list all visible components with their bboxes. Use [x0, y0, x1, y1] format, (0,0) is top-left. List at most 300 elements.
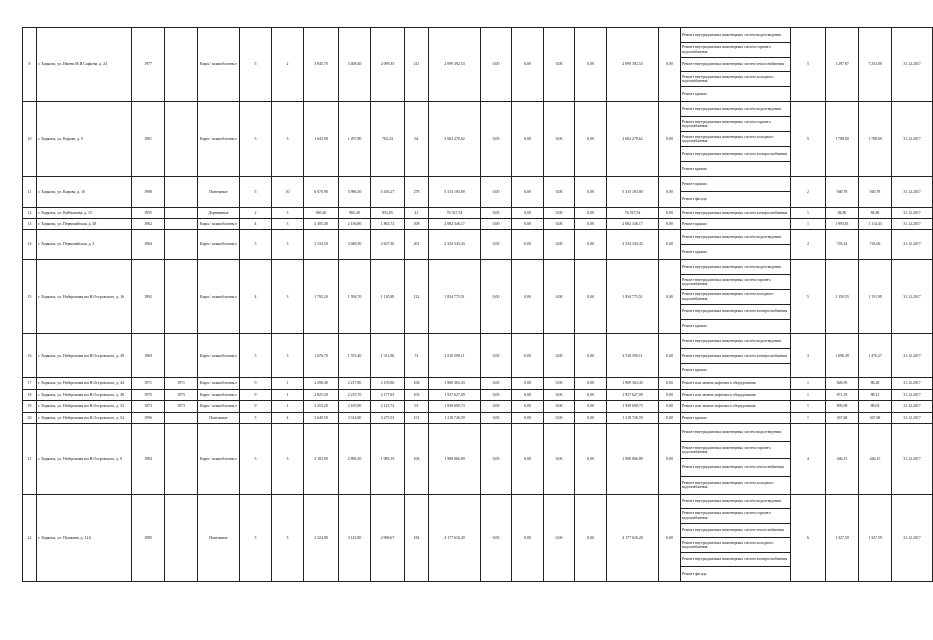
cell-entrances: 1 — [272, 389, 304, 400]
cell-fund-regional: 0,00 — [512, 101, 544, 176]
cell-residents: 184 — [405, 494, 429, 581]
cell-living-area: 2 136,80 — [339, 219, 371, 229]
cell-completion-date: 31.12.2017 — [892, 101, 933, 176]
cell-work-count: 5 — [791, 260, 826, 334]
cell-fund-other: 0,00 — [575, 401, 607, 412]
work-item: Ремонт крыши — [682, 91, 707, 96]
cell-floors: 5 — [240, 229, 272, 260]
cell-fund-extra: 0,00 — [659, 28, 681, 102]
cell-total-cost: 76 527,54 — [429, 207, 481, 218]
cell-wall-material: Кирп./ шлакоблочны е — [198, 334, 240, 378]
cell-unit-cost: 1 297,87 — [826, 28, 859, 102]
cell-work-types — [681, 101, 791, 176]
work-item: Ремонт внутридомовых инженерных систем холодного водоснабжения — [682, 480, 774, 490]
cell-total-area: 2 298,40 — [304, 378, 339, 389]
work-item: Ремонт внутридомовых инженерных систем холодного водоснабжения — [681, 72, 790, 87]
work-item: Ремонт внутридомовых инженерных систем водоотведения — [681, 28, 790, 43]
cell-unit-cost: 895,09 — [826, 401, 859, 412]
cell-unit-cost: 1 696,39 — [826, 334, 859, 378]
cell-completion-date: 31.12.2017 — [892, 207, 933, 218]
work-item: Ремонт крыши — [682, 368, 707, 373]
work-item: Ремонт или замена лифтового оборудования — [682, 404, 756, 409]
cell-wall-material: Кирп./ шлакоблочны е — [198, 260, 240, 334]
cell-entrances: 3 — [272, 424, 304, 495]
work-item: Ремонт внутридомовых инженерных систем теплоснабжения — [681, 58, 790, 73]
table-row — [23, 389, 933, 400]
cell-total-area: 3 649,50 — [304, 412, 339, 423]
cell-build-year: 1964 — [132, 229, 165, 260]
program-table-sheet — [22, 27, 921, 582]
cell-build-year: 1992 — [132, 260, 165, 334]
cell-residents: 278 — [405, 176, 429, 207]
work-item: Ремонт внутридомовых инженерных систем холодного водоснабжения — [681, 132, 790, 147]
cell-renovation-year — [165, 219, 198, 229]
cell-work-count: 3 — [791, 334, 826, 378]
cell-row-number: 8 — [23, 28, 37, 102]
cell-address: г. Хорямск, ул. Кирова, д. 9 — [37, 101, 132, 176]
cell-renovation-year — [165, 424, 198, 495]
cell-residents: 122 — [405, 260, 429, 334]
cell-build-year: 1955 — [132, 207, 165, 218]
cell-work-count: 2 — [791, 229, 826, 260]
cell-fund-regional: 0,00 — [512, 401, 544, 412]
cell-wall-material: Кирп./ шлакоблочны е — [198, 28, 240, 102]
cell-owned-area: 2 637,30 — [371, 229, 405, 260]
cell-unit-cost: 826,95 — [826, 378, 859, 389]
work-item: Ремонт внутридомовых инженерных систем холодного водоснабжения — [681, 538, 790, 553]
cell-fund-federal: 0,00 — [481, 260, 512, 334]
cell-fund-local: 0,00 — [544, 424, 575, 495]
table-body — [23, 28, 933, 582]
cell-renovation-year: 1975 — [165, 389, 198, 400]
cell-floors: 5 — [240, 494, 272, 581]
cell-fund-extra: 0,00 — [659, 494, 681, 581]
work-item: Ремонт внутридомовых инженерных систем электроснабжения — [681, 305, 790, 320]
cell-residents: 103 — [405, 389, 429, 400]
cell-floors: 9 — [240, 401, 272, 412]
cell-entrances: 3 — [272, 219, 304, 229]
cell-fund-extra: 0,00 — [659, 401, 681, 412]
work-item: Ремонт внутридомовых инженерных систем водоотведения — [681, 424, 790, 442]
cell-total-area: 2 385,40 — [304, 219, 339, 229]
cell-fund-regional: 0,00 — [512, 176, 544, 207]
cell-build-year: 1973 — [132, 401, 165, 412]
cell-work-count: 1 — [791, 219, 826, 229]
cell-fund-federal: 0,00 — [481, 378, 512, 389]
cell-unit-cost: 446,15 — [826, 424, 859, 495]
cell-fund-extra: 0,00 — [659, 334, 681, 378]
cell-fund-federal: 0,00 — [481, 494, 512, 581]
cell-work-count: 5 — [791, 101, 826, 176]
cell-row-number: 20 — [23, 412, 37, 423]
table-row — [23, 260, 933, 334]
cell-work-types — [681, 260, 791, 334]
work-item: Ремонт внутридомовых инженерных систем горячего водоснабжения — [681, 509, 790, 524]
cell-fund-other: 0,00 — [575, 229, 607, 260]
cell-living-area: 3 145,80 — [339, 494, 371, 581]
cell-residents: 211 — [405, 28, 429, 102]
cell-max-unit-cost: 367,68 — [859, 412, 892, 423]
cell-floors: 5 — [240, 334, 272, 378]
cell-work-types — [681, 176, 791, 207]
cell-work-count: 1 — [791, 401, 826, 412]
cell-total-cost: 1 938 690,73 — [429, 401, 481, 412]
cell-build-year: 1962 — [132, 219, 165, 229]
cell-renovation-year — [165, 176, 198, 207]
cell-row-number: 16 — [23, 334, 37, 378]
cell-total-area: 3 845,70 — [304, 28, 339, 102]
work-item: Ремонт внутридомовых инженерных систем водоотведения — [681, 102, 790, 117]
cell-entrances: 3 — [272, 494, 304, 581]
cell-build-year: 1990 — [132, 176, 165, 207]
cell-row-number: 14 — [23, 229, 37, 260]
cell-fund-extra: 0,00 — [659, 219, 681, 229]
cell-max-unit-cost: 7 253,00 — [859, 28, 892, 102]
cell-max-unit-cost: 1 114,43 — [859, 219, 892, 229]
cell-entrances: 1 — [272, 378, 304, 389]
cell-renovation-year — [165, 412, 198, 423]
cell-completion-date: 31.12.2017 — [892, 424, 933, 495]
cell-total-cost: 1 937 627,09 — [429, 389, 481, 400]
cell-unit-cost: 84,80 — [826, 207, 859, 218]
cell-fund-extra: 0,00 — [659, 389, 681, 400]
cell-living-area: 1 594,70 — [339, 260, 371, 334]
cell-build-year: 1984 — [132, 424, 165, 495]
cell-fund-local: 0,00 — [544, 494, 575, 581]
cell-fund-local: 0,00 — [544, 101, 575, 176]
cell-wall-material: Кирп./ шлакоблочны е — [198, 401, 240, 412]
cell-fund-other: 0,00 — [575, 389, 607, 400]
cell-total-cost: 1 969 363,43 — [429, 378, 481, 389]
cell-fund-other: 0,00 — [575, 260, 607, 334]
cell-owned-area: 2 099,35 — [371, 28, 405, 102]
cell-residents: 106 — [405, 378, 429, 389]
work-item: Ремонт внутридомовых инженерных систем электроснабжения — [681, 147, 790, 162]
cell-fund-local: 0,00 — [544, 219, 575, 229]
cell-address: г. Хорямск, ул. Имени М.И.Сафьева, д. 24 — [37, 28, 132, 102]
cell-total-cost: 5 315 183,80 — [429, 176, 481, 207]
cell-fund-regional: 0,00 — [512, 424, 544, 495]
work-item: Ремонт внутридомовых инженерных систем электроснабжения — [682, 210, 788, 215]
cell-renovation-year — [165, 334, 198, 378]
cell-living-area: 1 297,90 — [339, 101, 371, 176]
cell-row-number: 11 — [23, 176, 37, 207]
cell-work-count: 1 — [791, 207, 826, 218]
table-row — [23, 494, 933, 581]
cell-fund-regional: 0,00 — [512, 412, 544, 423]
cell-work-count: 5 — [791, 28, 826, 102]
cell-fund-federal: 0,00 — [481, 229, 512, 260]
cell-total-cost: 2 099 392,53 — [429, 28, 481, 102]
cell-wall-material: Кирп./ шлакоблочны е — [198, 101, 240, 176]
cell-fund-owners: 2 510 590,11 — [607, 334, 659, 378]
cell-owned-area: 1 311,86 — [371, 334, 405, 378]
cell-fund-federal: 0,00 — [481, 401, 512, 412]
table-row — [23, 401, 933, 412]
cell-work-count: 6 — [791, 494, 826, 581]
cell-fund-extra: 0,00 — [659, 424, 681, 495]
cell-fund-extra: 0,00 — [659, 176, 681, 207]
cell-max-unit-cost: 940,78 — [859, 176, 892, 207]
cell-row-number: 12 — [23, 207, 37, 218]
table-row — [23, 334, 933, 378]
cell-address: г. Хорямск, ул. Первомайская, д. 28 — [37, 219, 132, 229]
work-item: Ремонт внутридомовых инженерных систем горячего водоснабжения — [681, 43, 790, 58]
cell-fund-local: 0,00 — [544, 412, 575, 423]
cell-floors: 4 — [240, 260, 272, 334]
cell-completion-date: 31.12.2017 — [892, 229, 933, 260]
cell-owned-area: 1 110,89 — [371, 260, 405, 334]
cell-fund-regional: 0,00 — [512, 219, 544, 229]
cell-completion-date: 31.12.2017 — [892, 219, 933, 229]
cell-total-cost: 2 662 270,62 — [429, 101, 481, 176]
cell-fund-owners: 1 218 726,59 — [607, 412, 659, 423]
cell-entrances: 1 — [272, 401, 304, 412]
cell-fund-owners: 1 834 775,51 — [607, 260, 659, 334]
cell-unit-cost: 871,19 — [826, 389, 859, 400]
cell-owned-area: 1 089,19 — [371, 424, 405, 495]
table-row — [23, 176, 933, 207]
cell-address: г. Хорямск, ул. Первомайская, д. 3 — [37, 229, 132, 260]
cell-address: г. Хорямск, ул. Набережная им Н.Островского, д. 54 — [37, 412, 132, 423]
cell-fund-owners: 2 082 346,17 — [607, 219, 659, 229]
cell-fund-federal: 0,00 — [481, 389, 512, 400]
cell-address: г. Хорямск, ул. Набережная им Н.Островского, д. 9 — [37, 424, 132, 495]
cell-unit-cost: 940,78 — [826, 176, 859, 207]
cell-fund-local: 0,00 — [544, 389, 575, 400]
cell-wall-material: Кирп./ шлакоблочны е — [198, 378, 240, 389]
cell-fund-other: 0,00 — [575, 176, 607, 207]
table-row — [23, 229, 933, 260]
cell-fund-extra: 0,00 — [659, 207, 681, 218]
cell-owned-area: 5 436,27 — [371, 176, 405, 207]
cell-living-area: 1 553,40 — [339, 334, 371, 378]
cell-renovation-year — [165, 28, 198, 102]
cell-unit-cost: 367,68 — [826, 412, 859, 423]
cell-fund-federal: 0,00 — [481, 101, 512, 176]
cell-living-area: 2 896,30 — [339, 424, 371, 495]
cell-max-unit-cost: 1 476,27 — [859, 334, 892, 378]
cell-build-year: 1985 — [132, 494, 165, 581]
cell-owned-area: 1 863,72 — [371, 219, 405, 229]
cell-living-area: 5 986,30 — [339, 176, 371, 207]
cell-work-types — [681, 424, 791, 495]
cell-address: г. Хорямск, ул. Набережная им Н.Островского, д. 38 — [37, 334, 132, 378]
cell-address: г. Хорямск, ул. Набережная им Н.Островского, д. 52 — [37, 401, 132, 412]
cell-fund-owners: 1 938 690,73 — [607, 401, 659, 412]
cell-fund-owners: 1 908 066,89 — [607, 424, 659, 495]
cell-fund-other: 0,00 — [575, 28, 607, 102]
cell-address: г. Хорямск, ул. Набережная им Н.Островского, д. 48 — [37, 389, 132, 400]
cell-residents: 74 — [405, 334, 429, 378]
cell-fund-federal: 0,00 — [481, 207, 512, 218]
work-item: Ремонт крыши — [682, 221, 707, 226]
cell-work-count: 4 — [791, 424, 826, 495]
cell-fund-local: 0,00 — [544, 176, 575, 207]
cell-total-area: 2 253,20 — [304, 401, 339, 412]
cell-fund-other: 0,00 — [575, 412, 607, 423]
table-row — [23, 412, 933, 423]
cell-total-area: 1 792,20 — [304, 260, 339, 334]
cell-fund-extra: 0,00 — [659, 260, 681, 334]
cell-owned-area: 762,24 — [371, 101, 405, 176]
cell-fund-local: 0,00 — [544, 28, 575, 102]
cell-fund-local: 0,00 — [544, 334, 575, 378]
work-item: Ремонт фасада — [682, 197, 707, 202]
cell-fund-other: 0,00 — [575, 207, 607, 218]
cell-fund-owners: 2 334 343,43 — [607, 229, 659, 260]
cell-max-unit-cost: 88,28 — [859, 378, 892, 389]
cell-fund-federal: 0,00 — [481, 219, 512, 229]
cell-fund-owners: 5 315 183,80 — [607, 176, 659, 207]
work-item: Ремонт или замена лифтового оборудования — [682, 392, 756, 397]
cell-fund-owners: 76 527,54 — [607, 207, 659, 218]
cell-fund-owners: 1 937 627,09 — [607, 389, 659, 400]
work-item: Ремонт крыши — [682, 415, 707, 420]
work-item: Ремонт внутридомовых инженерных систем водоотведения — [681, 230, 790, 245]
cell-fund-regional: 0,00 — [512, 389, 544, 400]
cell-fund-federal: 0,00 — [481, 28, 512, 102]
cell-floors: 4 — [240, 219, 272, 229]
cell-total-cost: 1 908 066,89 — [429, 424, 481, 495]
cell-build-year: 1996 — [132, 412, 165, 423]
cell-unit-cost: 745,34 — [826, 229, 859, 260]
work-item: Ремонт внутридомовых инженерных систем горячего водоснабжения — [681, 275, 790, 290]
cell-fund-extra: 0,00 — [659, 412, 681, 423]
cell-address: г. Хорямск, ул. Набережная им Н.Островского, д. 16 — [37, 260, 132, 334]
cell-owned-area: 853,05 — [371, 207, 405, 218]
cell-total-cost: 2 510 590,11 — [429, 334, 481, 378]
cell-row-number: 19 — [23, 401, 37, 412]
cell-work-types — [681, 378, 791, 389]
cell-build-year: 1975 — [132, 389, 165, 400]
work-item: Ремонт фасада — [682, 571, 707, 576]
cell-fund-regional: 0,00 — [512, 207, 544, 218]
cell-max-unit-cost: 446,15 — [859, 424, 892, 495]
cell-row-number: 10 — [23, 101, 37, 176]
cell-build-year: 1971 — [132, 378, 165, 389]
cell-work-types — [681, 389, 791, 400]
cell-fund-owners: 4 177 616,20 — [607, 494, 659, 581]
cell-build-year: 1969 — [132, 334, 165, 378]
cell-floors: 5 — [240, 412, 272, 423]
cell-fund-owners: 2 099 392,53 — [607, 28, 659, 102]
cell-owned-area: 3 275,53 — [371, 412, 405, 423]
cell-wall-material: Панельные — [198, 412, 240, 423]
cell-unit-cost: 1 150,55 — [826, 260, 859, 334]
cell-max-unit-cost: 84,80 — [859, 207, 892, 218]
cell-row-number: 17 — [23, 378, 37, 389]
work-item: Ремонт внутридомовых инженерных систем водоотведения — [681, 495, 790, 510]
cell-address: г. Хорямск, ул. Набережная им Н.Островского, д. 44 — [37, 378, 132, 389]
cell-residents: 151 — [405, 412, 429, 423]
cell-row-number: 21 — [23, 424, 37, 495]
cell-fund-local: 0,00 — [544, 378, 575, 389]
cell-total-area: 965,40 — [304, 207, 339, 218]
cell-total-area: 3 324,90 — [304, 494, 339, 581]
cell-floors: 5 — [240, 424, 272, 495]
cell-fund-other: 0,00 — [575, 378, 607, 389]
cell-total-area: 3 183,90 — [304, 424, 339, 495]
cell-wall-material: Кирп./ шлакоблочны е — [198, 424, 240, 495]
cell-living-area: 2 219,70 — [339, 389, 371, 400]
cell-fund-regional: 0,00 — [512, 28, 544, 102]
cell-total-cost: 1 834 775,51 — [429, 260, 481, 334]
cell-living-area: 2 217,80 — [339, 378, 371, 389]
cell-renovation-year — [165, 229, 198, 260]
table-row — [23, 219, 933, 229]
cell-address: г. Хорямск, ул. Куйбышева, д. 15 — [37, 207, 132, 218]
cell-work-types — [681, 28, 791, 102]
cell-wall-material: Кирп./ шлакоблочны е — [198, 229, 240, 260]
cell-row-number: 13 — [23, 219, 37, 229]
cell-living-area: 2 165,90 — [339, 401, 371, 412]
cell-work-types — [681, 401, 791, 412]
cell-living-area: 3 408,40 — [339, 28, 371, 102]
cell-row-number: 22 — [23, 494, 37, 581]
cell-owned-area: 2 123,72 — [371, 401, 405, 412]
cell-row-number: 15 — [23, 260, 37, 334]
cell-entrances: 3 — [272, 260, 304, 334]
cell-renovation-year — [165, 260, 198, 334]
cell-fund-regional: 0,00 — [512, 494, 544, 581]
cell-max-unit-cost: 745,06 — [859, 229, 892, 260]
table-row — [23, 378, 933, 389]
cell-work-types — [681, 229, 791, 260]
table-row — [23, 101, 933, 176]
cell-residents: 91 — [405, 401, 429, 412]
cell-renovation-year: 1971 — [165, 378, 198, 389]
cell-work-count: 1 — [791, 412, 826, 423]
cell-max-unit-cost: 88,21 — [859, 389, 892, 400]
cell-residents: 201 — [405, 229, 429, 260]
cell-total-cost: 2 082 346,17 — [429, 219, 481, 229]
cell-work-types — [681, 207, 791, 218]
work-item: Ремонт или замена лифтового оборудования — [682, 381, 756, 386]
work-item: Ремонт внутридомовых инженерных систем теплоснабжения — [681, 524, 790, 539]
cell-fund-other: 0,00 — [575, 219, 607, 229]
cell-residents: 108 — [405, 219, 429, 229]
cell-completion-date: 31.12.2017 — [892, 401, 933, 412]
cell-work-types — [681, 219, 791, 229]
cell-total-cost: 2 334 343,43 — [429, 229, 481, 260]
cell-fund-federal: 0,00 — [481, 412, 512, 423]
cell-fund-local: 0,00 — [544, 260, 575, 334]
cell-wall-material: Кирп./ шлакоблочны е — [198, 219, 240, 229]
cell-entrances: 2 — [272, 28, 304, 102]
cell-renovation-year — [165, 207, 198, 218]
cell-work-count: 1 — [791, 389, 826, 400]
cell-fund-extra: 0,00 — [659, 101, 681, 176]
cell-work-count: 1 — [791, 378, 826, 389]
cell-entrances: 3 — [272, 229, 304, 260]
cell-renovation-year: 1973 — [165, 401, 198, 412]
cell-owned-area: 2 968,67 — [371, 494, 405, 581]
cell-wall-material: Панельные — [198, 176, 240, 207]
table-row — [23, 424, 933, 495]
cell-floors: 5 — [240, 28, 272, 102]
cell-fund-other: 0,00 — [575, 494, 607, 581]
cell-fund-local: 0,00 — [544, 207, 575, 218]
work-item: Ремонт внутридомовых инженерных систем горячего водоснабжения — [681, 442, 790, 460]
cell-total-cost: 4 177 616,20 — [429, 494, 481, 581]
cell-completion-date: 31.12.2017 — [892, 260, 933, 334]
cell-completion-date: 31.12.2017 — [892, 494, 933, 581]
cell-fund-owners: 1 969 363,43 — [607, 378, 659, 389]
work-item: Ремонт внутридомовых инженерных систем электроснабжения — [681, 349, 790, 364]
cell-living-area: 3 048,50 — [339, 229, 371, 260]
cell-renovation-year — [165, 101, 198, 176]
